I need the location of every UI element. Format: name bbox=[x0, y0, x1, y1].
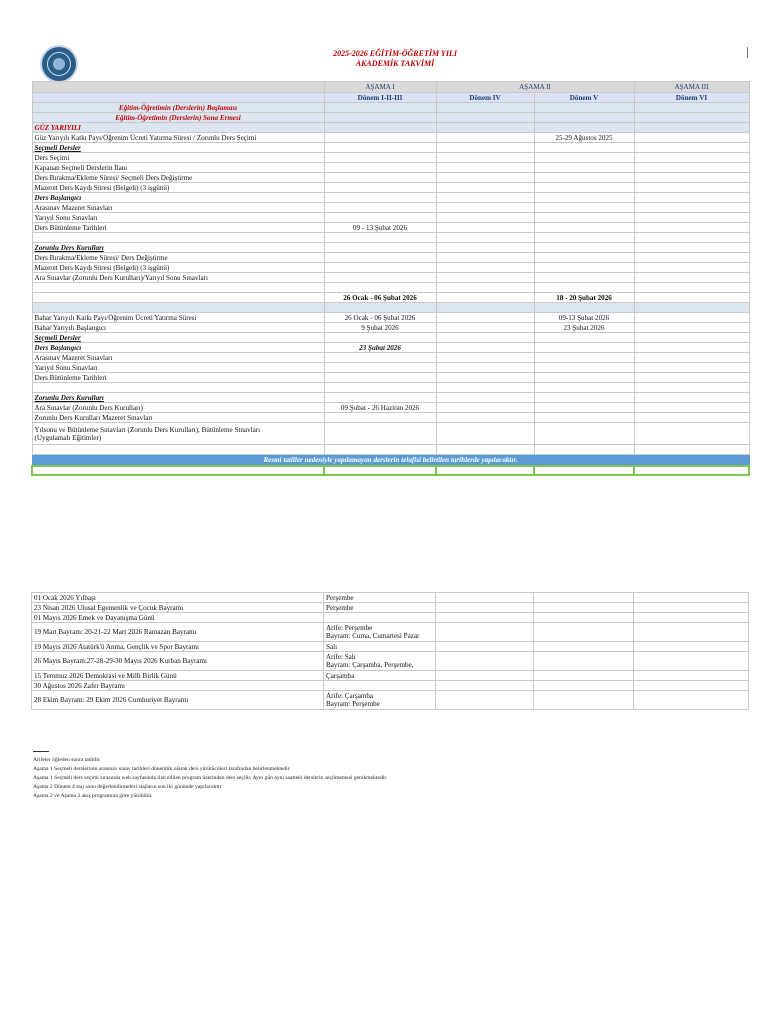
footnote-line: Aşama 1 Seçmeli derslerinin arasınav sınav tarihleri dönemlik olarak ders yürütücüleri tarafından belirlenmektedir. bbox=[33, 766, 291, 772]
academic-calendar-table bbox=[31, 81, 750, 476]
table-row bbox=[32, 153, 749, 163]
cell-date: 23 Şubat 2026 bbox=[534, 323, 634, 333]
document-title: 2025-2026 EĞİTİM-ÖĞRETİM YILI bbox=[333, 49, 457, 58]
holiday-day-line: Bayram: Cuma, Cumartesi Pazar bbox=[326, 632, 420, 640]
table-row bbox=[32, 203, 749, 213]
phase-header-row bbox=[32, 82, 749, 93]
row-label: Ders Bütünleme Tarihleri bbox=[32, 373, 324, 383]
header-asama1: AŞAMA I bbox=[324, 82, 436, 93]
table-row bbox=[32, 213, 749, 223]
row-label: Ders Bırakma/Ekleme Süresi/ Ders Değiştirme bbox=[32, 253, 324, 263]
holiday-name: 19 Mayıs 2026 Atatürk'ü Anma, Gençlik ve Spor Bayramı bbox=[32, 642, 324, 652]
table-row bbox=[32, 373, 749, 383]
row-label: Yarıyıl Sonu Sınavları bbox=[32, 213, 324, 223]
holiday-day bbox=[324, 623, 436, 642]
term-header-row bbox=[32, 93, 749, 103]
table-row bbox=[32, 353, 749, 363]
holiday-day-line: Bayram: Çarşamba, Perşembe, bbox=[326, 661, 414, 669]
cell-date: 26 Ocak - 06 Şubat 2026 bbox=[324, 313, 436, 323]
holiday-row bbox=[32, 613, 749, 623]
table-row bbox=[32, 333, 749, 343]
table-row bbox=[32, 223, 749, 233]
holiday-name: 23 Nisan 2026 Ulusal Egemenlik ve Çocuk Bayramı bbox=[32, 603, 324, 613]
header-donem4: Dönem IV bbox=[436, 93, 534, 103]
holiday-day bbox=[324, 603, 436, 613]
holiday-day-line: Arife: Perşembe bbox=[326, 624, 373, 632]
header-asama2: AŞAMA II bbox=[436, 82, 634, 93]
table-row bbox=[32, 173, 749, 183]
table-row bbox=[32, 466, 749, 475]
row-label: Ders Bütünleme Tarihleri bbox=[32, 223, 324, 233]
holiday-day bbox=[324, 652, 436, 671]
row-label: Zorunlu Ders Kurulları Mazeret Sınavları bbox=[32, 413, 324, 423]
holiday-name: 19 Mart Bayram: 20-21-22 Mart 2026 Ramazan Bayramı bbox=[32, 623, 324, 642]
table-row bbox=[32, 163, 749, 173]
holiday-name: 01 Mayıs 2026 Emek ve Dayanışma Günü bbox=[32, 613, 324, 623]
holiday-name: 01 Ocak 2026 Yılbaşı bbox=[32, 593, 324, 603]
cell-date: 25-29 Ağustos 2025 bbox=[534, 133, 634, 143]
row-label-line: Yılsonu ve Bütünleme Sınavları (Zorunlu Ders Kurulları), Bütünleme Sınavları bbox=[34, 425, 261, 434]
footnote-line: Aşama 1 Seçmeli ders seçimi sırasında web sayfasında ilan edilen program üzerinden ders seçilir. Aynı gün aynı saatteki derslerin seçilmemesi gerekmektedir. bbox=[33, 775, 388, 781]
holiday-day bbox=[324, 681, 436, 691]
header-donem6: Dönem VI bbox=[634, 93, 749, 103]
table-row bbox=[32, 193, 749, 203]
table-row bbox=[32, 113, 749, 123]
footnote-line: Aşama 2 Dönem 4 staj sonu değerlendirmeleri stajların son iki gününde yapılacaktır bbox=[33, 784, 222, 790]
header-donem5: Dönem V bbox=[534, 93, 634, 103]
table-row bbox=[32, 445, 749, 455]
row-label: Mazeret Ders Kaydı Süresi (Belgeli) (3 işgünü) bbox=[32, 183, 324, 193]
section-heading: GÜZ YARIYILI bbox=[32, 123, 324, 133]
holiday-day-line: Salı bbox=[326, 642, 338, 651]
holiday-row bbox=[32, 681, 749, 691]
footnote-rule bbox=[33, 751, 49, 752]
holiday-day bbox=[324, 593, 436, 603]
row-label: Eğitim-Öğretimin (Derslerin) Sona Ermesi bbox=[32, 113, 324, 123]
row-label-line: (Uygulamalı Eğitimler) bbox=[34, 433, 102, 442]
table-row bbox=[32, 313, 749, 323]
row-label: Güz Yarıyılı Katkı Payı/Öğrenim Ücreti Yatırma Süresi / Zorunlu Ders Seçimi bbox=[32, 133, 324, 143]
table-row bbox=[32, 323, 749, 333]
row-label: Bahar Yarıyılı Başlangıcı bbox=[32, 323, 324, 333]
makeup-notice-banner bbox=[32, 455, 749, 467]
row-label: Ders Başlangıcı bbox=[32, 193, 324, 203]
table-row bbox=[32, 283, 749, 293]
table-row bbox=[32, 253, 749, 263]
holiday-name: 28 Ekim Bayram: 29 Ekim 2026 Cumhuriyet Bayramı bbox=[32, 691, 324, 710]
table-row bbox=[32, 293, 749, 303]
holiday-row bbox=[32, 623, 749, 642]
cell-date: 09 - 13 Şubat 2026 bbox=[324, 223, 436, 233]
holiday-day bbox=[324, 642, 436, 652]
row-label: Ders Seçimi bbox=[32, 153, 324, 163]
footnote-line: Aşama 2 ve Aşama 3 akış programına göre yürütülür. bbox=[33, 793, 153, 799]
holiday-name: 26 Mayıs Bayram:27-28-29-30 Mayıs 2026 Kurban Bayramı bbox=[32, 652, 324, 671]
holiday-day bbox=[324, 691, 436, 710]
table-row bbox=[32, 303, 749, 313]
header-donem1: Dönem I-II-III bbox=[324, 93, 436, 103]
row-label: Ara Sınavlar (Zorunlu Ders Kurulları)/Yarıyıl Sonu Sınavları bbox=[32, 273, 324, 283]
row-label: Arasınav Mazeret Sınavları bbox=[32, 203, 324, 213]
table-row bbox=[32, 343, 749, 353]
holiday-day-line: Perşembe bbox=[326, 593, 354, 602]
holiday-day-line: Perşembe bbox=[326, 603, 354, 612]
holiday-row bbox=[32, 652, 749, 671]
row-label: Yarıyıl Sonu Sınavları bbox=[32, 363, 324, 373]
holiday-row bbox=[32, 603, 749, 613]
banner-text: Resmi tatiller nedeniyle yapılamayan derslerin telafisi belirtilen tarihlerde yapılacaktır. bbox=[32, 455, 749, 467]
holiday-row bbox=[32, 671, 749, 681]
row-label: Arasınav Mazeret Sınavları bbox=[32, 353, 324, 363]
row-label: Mazeret Ders Kaydı Süresi (Belgeli) (3 işgünü) bbox=[32, 263, 324, 273]
table-row bbox=[32, 363, 749, 373]
public-holidays-table bbox=[31, 592, 749, 710]
footnotes bbox=[33, 756, 387, 801]
holiday-row bbox=[32, 593, 749, 603]
table-row bbox=[32, 393, 749, 403]
table-row bbox=[32, 143, 749, 153]
holiday-name: 30 Ağustos 2026 Zafer Bayramı bbox=[32, 681, 324, 691]
table-row bbox=[32, 133, 749, 143]
table-row bbox=[32, 103, 749, 113]
table-row bbox=[32, 413, 749, 423]
row-label: Kapanan Seçmeli Derslerin İlanı bbox=[32, 163, 324, 173]
holiday-row bbox=[32, 691, 749, 710]
document-subtitle: AKADEMİK TAKVİMİ bbox=[355, 59, 435, 68]
cell-date: 09-13 Şubat 2026 bbox=[534, 313, 634, 323]
table-row bbox=[32, 243, 749, 253]
holiday-row bbox=[32, 642, 749, 652]
row-label: Eğitim-Öğretimin (Derslerin) Başlaması bbox=[32, 103, 324, 113]
row-label bbox=[32, 423, 324, 445]
header-blank bbox=[32, 82, 324, 93]
row-label: Bahar Yarıyılı Katkı Payı/Öğrenim Ücreti Yatırma Süresi bbox=[32, 313, 324, 323]
text-cursor-bar bbox=[747, 47, 748, 58]
holiday-day bbox=[324, 613, 436, 623]
cell-date: 9 Şubat 2026 bbox=[324, 323, 436, 333]
cell-date: 09 Şubat - 26 Haziran 2026 bbox=[324, 403, 436, 413]
footnote-line: Arifeler öğleden sonra tatildir. bbox=[33, 757, 101, 763]
row-label: Ara Sınavlar (Zorunlu Ders Kurulları) bbox=[32, 403, 324, 413]
holiday-day-line: Çarşamba bbox=[326, 671, 355, 680]
holiday-day-line: Arife: Salı bbox=[326, 653, 356, 661]
holiday-day bbox=[324, 671, 436, 681]
holiday-day-line: Bayram: Perşembe bbox=[326, 700, 380, 708]
holiday-name: 15 Temmuz 2026 Demokrasi ve Milli Birlik Günü bbox=[32, 671, 324, 681]
header-asama3: AŞAMA III bbox=[634, 82, 749, 93]
table-row bbox=[32, 183, 749, 193]
section-subheading: Zorunlu Ders Kurulları bbox=[32, 243, 324, 253]
table-row bbox=[32, 403, 749, 413]
table-row bbox=[32, 233, 749, 243]
section-subheading: Zorunlu Ders Kurulları bbox=[32, 393, 324, 403]
table-row bbox=[32, 123, 749, 133]
holiday-day-line: Arife: Çarşamba bbox=[326, 692, 374, 700]
table-row bbox=[32, 423, 749, 445]
cell-date: 18 - 20 Şubat 2026 bbox=[534, 293, 634, 303]
university-logo bbox=[42, 47, 76, 81]
row-label: Ders Bırakma/Ekleme Süresi/ Seçmeli Ders Değiştirme bbox=[32, 173, 324, 183]
row-label: Ders Başlangıcı bbox=[32, 343, 324, 353]
cell-date: 23 Şubat 2026 bbox=[324, 343, 436, 353]
table-row bbox=[32, 273, 749, 283]
table-row bbox=[32, 263, 749, 273]
table-row bbox=[32, 383, 749, 393]
cell-date: 26 Ocak - 06 Şubat 2026 bbox=[324, 293, 436, 303]
section-subheading: Seçmeli Dersler bbox=[32, 143, 324, 153]
header-blank bbox=[32, 93, 324, 103]
section-subheading: Seçmeli Dersler bbox=[32, 333, 324, 343]
